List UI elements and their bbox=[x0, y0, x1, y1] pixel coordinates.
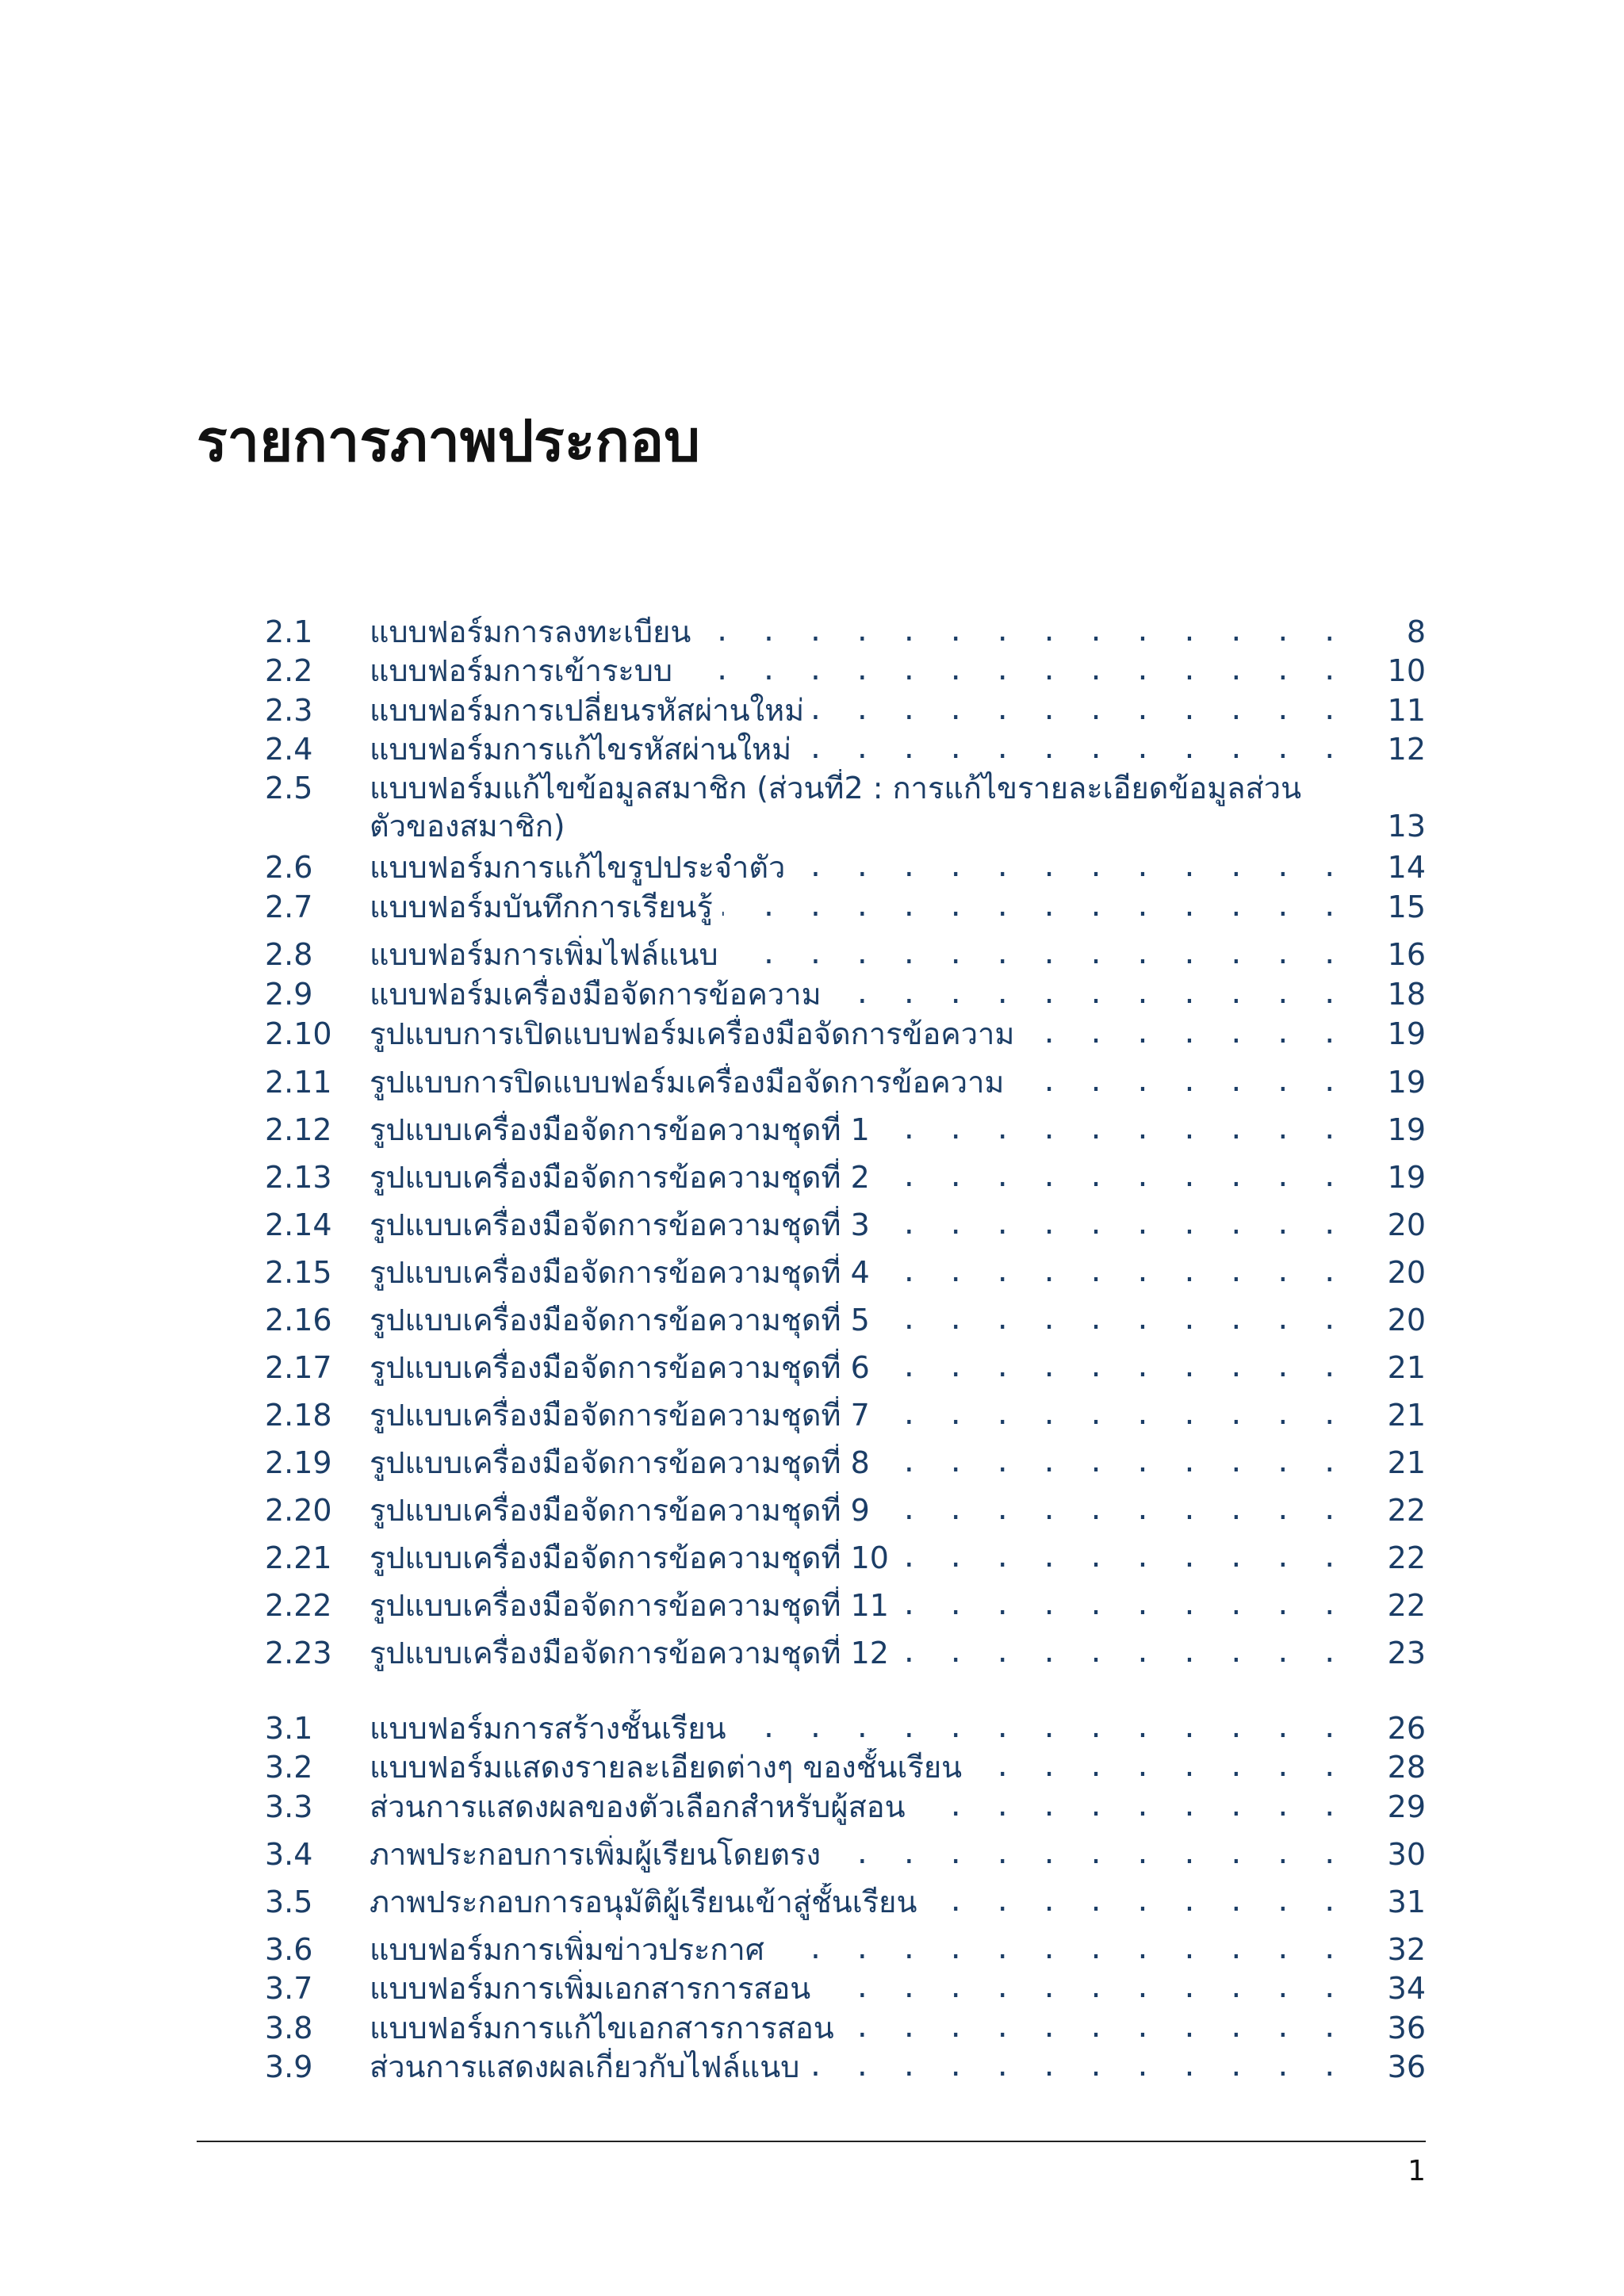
toc-entry-number: 3.1 bbox=[265, 1711, 313, 1746]
toc-entry-page: 22 bbox=[1387, 1493, 1426, 1528]
toc-entry-number: 2.9 bbox=[265, 977, 313, 1012]
toc-entry-page: 14 bbox=[1387, 850, 1426, 885]
toc-entry-title: รูปแบบเครื่องมือจัดการข้อความชุดที่ 5 bbox=[370, 1303, 879, 1337]
toc-entry-page: 23 bbox=[1387, 1636, 1426, 1670]
toc-entry-title: รูปแบบการเปิดแบบฟอร์มเครื่องมือจัดการข้อความ bbox=[370, 1016, 1024, 1051]
toc-entry-title: แบบฟอร์มการแก้ไขเอกสารการสอน bbox=[370, 2011, 844, 2045]
toc-entry-page: 32 bbox=[1387, 1932, 1426, 1967]
toc-entry-page: 36 bbox=[1387, 2011, 1426, 2045]
toc-entry[interactable] bbox=[0, 1301, 1624, 1339]
toc-entry-page: 19 bbox=[1387, 1112, 1426, 1147]
toc-entry-page: 21 bbox=[1387, 1398, 1426, 1433]
toc-entry-number: 3.5 bbox=[265, 1885, 313, 1919]
toc-entry-number: 2.2 bbox=[265, 653, 313, 688]
toc-entry-title: แบบฟอร์มการแก้ไขรหัสผ่านใหม่ bbox=[370, 732, 801, 767]
toc-entry-page: 34 bbox=[1387, 1971, 1426, 2006]
toc-entry[interactable] bbox=[0, 848, 1624, 886]
toc-entry-page: 30 bbox=[1387, 1837, 1426, 1872]
toc-entry[interactable] bbox=[0, 1444, 1624, 1482]
toc-entry-number: 2.1 bbox=[265, 614, 313, 649]
toc-entry-page: 22 bbox=[1387, 1540, 1426, 1575]
toc-entry-number: 2.14 bbox=[265, 1207, 332, 1242]
toc-entry-number: 2.8 bbox=[265, 937, 313, 972]
toc-entry-title: แบบฟอร์มบันทึกการเรียนรู้ bbox=[370, 890, 722, 924]
toc-entry-page: 16 bbox=[1387, 937, 1426, 972]
toc-entry[interactable] bbox=[0, 975, 1624, 1013]
toc-entry-number: 2.23 bbox=[265, 1636, 332, 1670]
toc-entry-number: 3.2 bbox=[265, 1750, 313, 1785]
toc-entry[interactable] bbox=[0, 1788, 1624, 1826]
toc-entry-title: แบบฟอร์มการเพิ่มข่าวประกาศ bbox=[370, 1932, 774, 1967]
toc-entry-page: 29 bbox=[1387, 1789, 1426, 1824]
toc-entry-page: 8 bbox=[1406, 614, 1426, 649]
page-title: รายการภาพประกอบ bbox=[197, 408, 700, 474]
toc-entry-number: 2.15 bbox=[265, 1255, 332, 1290]
toc-entry[interactable] bbox=[0, 769, 1624, 845]
toc-entry[interactable] bbox=[0, 691, 1624, 729]
toc-entry-number: 2.20 bbox=[265, 1493, 332, 1528]
toc-entry-title: แบบฟอร์มการเข้าระบบ bbox=[370, 653, 682, 688]
toc-entry-number: 2.10 bbox=[265, 1016, 332, 1051]
toc-entry-title: รูปแบบเครื่องมือจัดการข้อความชุดที่ 12 bbox=[370, 1636, 898, 1670]
toc-entry-number: 2.4 bbox=[265, 732, 313, 767]
toc-entry-number: 3.6 bbox=[265, 1932, 313, 1967]
toc-entry-page: 19 bbox=[1387, 1065, 1426, 1100]
toc-entry[interactable] bbox=[0, 652, 1624, 690]
toc-entry-number: 3.8 bbox=[265, 2011, 313, 2045]
toc-entry-title: ส่วนการแสดงผลของตัวเลือกสำหรับผู้สอน bbox=[370, 1789, 915, 1824]
toc-entry[interactable] bbox=[0, 1491, 1624, 1529]
toc-entry-title: ภาพประกอบการอนุมัติผู้เรียนเข้าสู่ชั้นเรียน bbox=[370, 1885, 926, 1919]
toc-entry[interactable] bbox=[0, 1748, 1624, 1786]
toc-entry[interactable] bbox=[0, 2048, 1624, 2086]
toc-entry[interactable] bbox=[0, 1158, 1624, 1196]
toc-entry-number: 2.7 bbox=[265, 890, 313, 924]
toc-entry-page: 20 bbox=[1387, 1255, 1426, 1290]
footer-divider bbox=[197, 2141, 1426, 2142]
toc-entry-title: แบบฟอร์มการเพิ่มไฟล์แนบ bbox=[370, 937, 728, 972]
toc-entry-page: 19 bbox=[1387, 1160, 1426, 1195]
toc-entry-title: รูปแบบเครื่องมือจัดการข้อความชุดที่ 11 bbox=[370, 1588, 898, 1623]
toc-entry-title: แบบฟอร์มแก้ไขข้อมูลสมาชิก (ส่วนที่2 : การแก้ไขรายละเอียดข้อมูลส่วน bbox=[370, 771, 1302, 806]
toc-entry-title: แบบฟอร์มการแก้ไขรูปประจำตัว bbox=[370, 850, 795, 885]
toc-entry-number: 2.21 bbox=[265, 1540, 332, 1575]
toc-entry[interactable] bbox=[0, 1396, 1624, 1434]
toc-entry-page: 22 bbox=[1387, 1588, 1426, 1623]
toc-entry-number: 2.6 bbox=[265, 850, 313, 885]
toc-entry-page: 19 bbox=[1387, 1016, 1426, 1051]
toc-entry-page: 26 bbox=[1387, 1711, 1426, 1746]
toc-entry-number: 2.3 bbox=[265, 693, 313, 728]
toc-entry-number: 3.4 bbox=[265, 1837, 313, 1872]
toc-entry-page: 21 bbox=[1387, 1350, 1426, 1385]
toc-entry-page: 18 bbox=[1387, 977, 1426, 1012]
toc-entry-page: 15 bbox=[1387, 890, 1426, 924]
toc-entry-number: 3.7 bbox=[265, 1971, 313, 2006]
toc-entry-title: รูปแบบเครื่องมือจัดการข้อความชุดที่ 9 bbox=[370, 1493, 879, 1528]
toc-entry-title: แบบฟอร์มการเพิ่มเอกสารการสอน bbox=[370, 1971, 820, 2006]
toc-entry-page: 36 bbox=[1387, 2049, 1426, 2084]
toc-entry-title: รูปแบบเครื่องมือจัดการข้อความชุดที่ 10 bbox=[370, 1540, 898, 1575]
toc-entry-title: ส่วนการแสดงผลเกี่ยวกับไฟล์แนบ bbox=[370, 2049, 809, 2084]
toc-entry-page: 12 bbox=[1387, 732, 1426, 767]
toc-entry[interactable] bbox=[0, 1835, 1624, 1873]
toc-entry-page: 31 bbox=[1387, 1885, 1426, 1919]
toc-entry-title: แบบฟอร์มเครื่องมือจัดการข้อความ bbox=[370, 977, 831, 1012]
toc-entry[interactable] bbox=[0, 1253, 1624, 1292]
toc-entry-page: 11 bbox=[1387, 693, 1426, 728]
toc-entry-page: 21 bbox=[1387, 1445, 1426, 1480]
toc-entry-number: 2.17 bbox=[265, 1350, 332, 1385]
toc-entry-title: แบบฟอร์มการสร้างชั้นเรียน bbox=[370, 1711, 736, 1746]
toc-entry-number: 3.9 bbox=[265, 2049, 313, 2084]
toc-entry-number: 2.12 bbox=[265, 1112, 332, 1147]
toc-entry-title: รูปแบบเครื่องมือจัดการข้อความชุดที่ 1 bbox=[370, 1112, 879, 1147]
toc-entry[interactable] bbox=[0, 613, 1624, 651]
toc-entry[interactable] bbox=[0, 1015, 1624, 1053]
toc-entry-title: ภาพประกอบการเพิ่มผู้เรียนโดยตรง bbox=[370, 1837, 830, 1872]
toc-entry[interactable] bbox=[0, 888, 1624, 926]
toc-entry[interactable] bbox=[0, 1539, 1624, 1577]
toc-entry[interactable] bbox=[0, 1206, 1624, 1244]
toc-entry[interactable] bbox=[0, 2009, 1624, 2047]
toc-entry[interactable] bbox=[0, 1931, 1624, 1969]
toc-entry-title: แบบฟอร์มการลงทะเบียน bbox=[370, 614, 700, 649]
toc-entry[interactable] bbox=[0, 1063, 1624, 1101]
toc-entry[interactable] bbox=[0, 730, 1624, 768]
toc-entry[interactable] bbox=[0, 936, 1624, 974]
toc-entry-number: 2.5 bbox=[265, 771, 313, 806]
toc-entry-number: 2.19 bbox=[265, 1445, 332, 1480]
toc-entry-number: 2.18 bbox=[265, 1398, 332, 1433]
toc-entry[interactable] bbox=[0, 1709, 1624, 1747]
toc-entry[interactable] bbox=[0, 1111, 1624, 1149]
toc-entry-number: 2.13 bbox=[265, 1160, 332, 1195]
toc-entry-title: รูปแบบการปิดแบบฟอร์มเครื่องมือจัดการข้อความ bbox=[370, 1065, 1013, 1100]
toc-entry[interactable] bbox=[0, 1349, 1624, 1387]
toc-entry-title: รูปแบบเครื่องมือจัดการข้อความชุดที่ 4 bbox=[370, 1255, 879, 1290]
toc-entry-page: 10 bbox=[1387, 653, 1426, 688]
toc-entry[interactable] bbox=[0, 1586, 1624, 1624]
toc-entry-page: 28 bbox=[1387, 1750, 1426, 1785]
toc-entry-title: รูปแบบเครื่องมือจัดการข้อความชุดที่ 6 bbox=[370, 1350, 879, 1385]
page-number: 1 bbox=[1408, 2155, 1426, 2187]
toc-entry-page: 20 bbox=[1387, 1207, 1426, 1242]
toc-entry[interactable] bbox=[0, 1634, 1624, 1672]
toc-entry-title: แบบฟอร์มการเปลี่ยนรหัสผ่านใหม่ bbox=[370, 693, 814, 728]
toc-entry-title: รูปแบบเครื่องมือจัดการข้อความชุดที่ 7 bbox=[370, 1398, 879, 1433]
toc-entry-title: รูปแบบเครื่องมือจัดการข้อความชุดที่ 2 bbox=[370, 1160, 879, 1195]
toc-entry-page: 13 bbox=[1387, 809, 1426, 844]
toc-entry-number: 3.3 bbox=[265, 1789, 313, 1824]
toc-entry-title: แบบฟอร์มแสดงรายละเอียดต่างๆ ของชั้นเรียน bbox=[370, 1750, 971, 1785]
toc-entry-number: 2.16 bbox=[265, 1303, 332, 1337]
toc-entry-number: 2.22 bbox=[265, 1588, 332, 1623]
toc-entry-title-continued: ตัวของสมาชิก) bbox=[370, 807, 1345, 845]
toc-entry-page: 20 bbox=[1387, 1303, 1426, 1337]
toc-entry-number: 2.11 bbox=[265, 1065, 332, 1100]
toc-entry[interactable] bbox=[0, 1883, 1624, 1921]
toc-entry-title: รูปแบบเครื่องมือจัดการข้อความชุดที่ 8 bbox=[370, 1445, 879, 1480]
toc-entry-title: รูปแบบเครื่องมือจัดการข้อความชุดที่ 3 bbox=[370, 1207, 879, 1242]
toc-entry[interactable] bbox=[0, 1969, 1624, 2007]
